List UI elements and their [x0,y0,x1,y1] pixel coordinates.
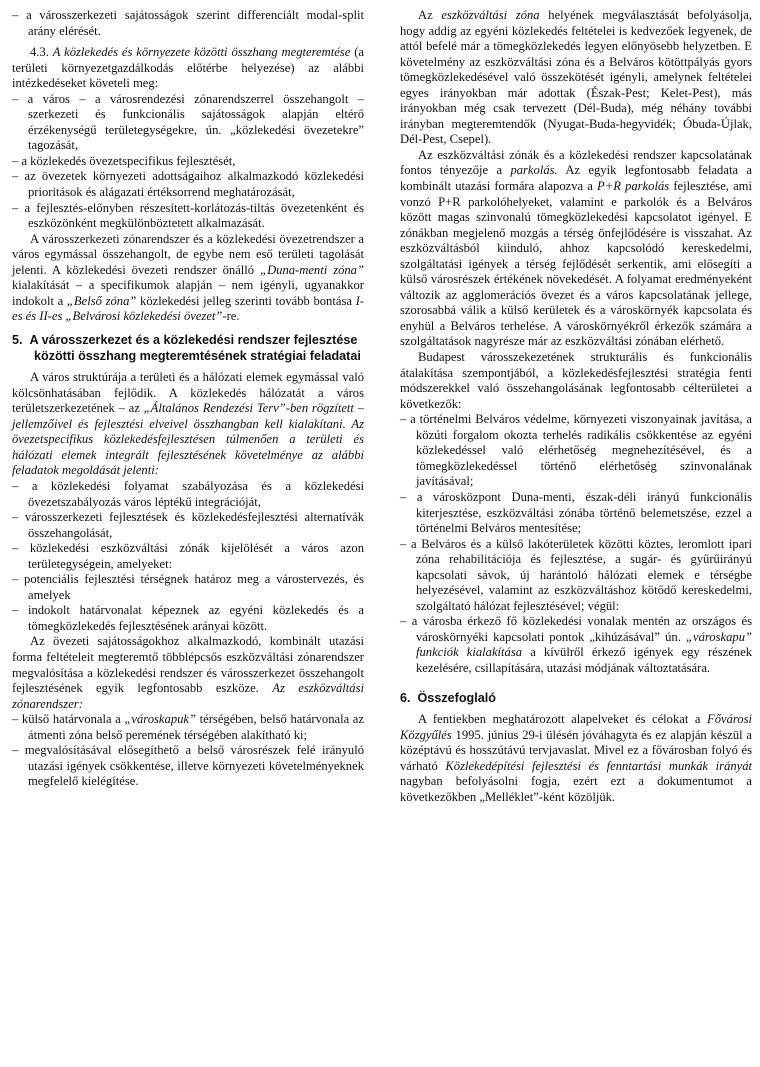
left-column [12,8,364,790]
list-item: – a városszerkezeti sajátosságok szerint differenciált modal-split arány elérését. [12,8,364,38]
section-5-heading [12,333,364,364]
paragraph: A fentiekben meghatározott alapelveket és célokat a Fővárosi Közgyűlés 1995. június 29-i ülésén jóváhagyta és ez alapján készül a középtávú és hosszútávú tervjavaslat. Mivel ez a fővárosban folyó és várható Közlekedépítési fejlesztési és fenntartási munkák irányát nagyban befolyásolni fogja, ezért ezt a dokumentumot a következőkben „Melléklet”-ként közöljük. [400,712,753,804]
section-4-3-paragraph: 4.3. A közlekedés és környezete közötti összhang megteremtése (a területi környezetgazdálkodás előtérbe helyezése) az alábbi intézkedéseket követeli meg: [12,45,364,91]
list-item: – a történelmi Belváros védelme, környezeti viszonyainak javítása, a közúti forgalom okozta terhelés radikális csökkentése az egyéni közlekedéssel való elérhetőség megnehezítésével, és a tömegközlekedéssel történő elérhetőség szinvonalának javításával; [400,412,752,489]
section-title: Összefoglaló [417,690,496,705]
section-number: 5. [12,332,23,347]
right-column [400,8,752,805]
paragraph: A város struktúrája a területi és a hálózati elemek egymással való kölcsönhatásában fejlődik. A közlekedés hálózatát a város területszerkezetének – az „Általános Rendezési Terv”-ben rögzített – jellemzőivel és fejlesztési elveivel összhangban kell kialakítani. Az övezetspecifikus közlekedésfejlesztésen túlmenően a területi és hálózati elemek integrált fejlesztésének követelménye az alábbi feladatok megoldását jelenti: [12,370,364,478]
list-item: – a város – a városrendezési zónarendszerrel összehangolt – szerkezeti és funkcionális sajátosságok alapján eltérő érzékenységű területegységekre, ún. „közlekedési övezetekre” tagozását, [12,91,364,153]
paragraph: Az eszközváltási zónák és a közlekedési rendszer kapcsolatának fontos tényezője a parkolás. Az egyik legfontosabb feladata a kombinált utazási formára alapozva a P+R parkolás fejlesztése, ami vonzó P+R parkolóhelyeket, valamint e parkolók és a Belváros között magas szinvonalú tömegközlekedési kapcsolatot igényel. E zónákban megjelenő mozgás a térség önfejlődésére is visszahat. Az eszközváltásból kiinduló, ahhoz kapcsolódó kereskedelmi, szolgáltatási igények a térség fejlődését serkentik, ami elősegíti a külső városrészek értékének növekedését. A folyamat eredményeként változik az agglomerációs övezet és a város kapcsolatának jellege, szorosabbá válik a külső kerületek és a városkörnyék kapcsolata és enyhül a Belváros terhelése. A városkörnyékről érkezők számára a szolgáltatások nagyrésze már az eszközváltási zónában elérhető. [400,147,752,349]
list-item: – közlekedési eszközváltási zónák kijelölését a város azon területegységein, amelyeket: [12,541,364,571]
list-item: – a közlekedés övezetspecifikus fejlesztését, [12,153,236,168]
section-6-heading [400,691,752,707]
list-item: – a városba érkező fő közlekedési vonalak mentén az országos és városkörnyéki kapcsolati pontok „kihúzásával” ún. „városkapu” funkciók kialakítása a kívülről érkező igények egy részének kezelésére, csillapítására, utazási módjának változtatására. [400,614,752,675]
list-item: – a fejlesztés-előnyben részesített-korlátozás-tiltás övezetenként és eszközönként megkülönböztetett alkalmazását. [12,200,364,231]
list-item: – potenciális fejlesztési térségnek határoz meg a várostervezés, és amelyek [12,572,364,602]
list-item: – megvalósításával elősegíthető a belső városrészek felé irányuló utazási igények csökkentése, illetve környezeti követelményeknek megfelelő kielégítése. [12,743,364,789]
list-item: – külső határvonala a „városkapuk” térségében, belső határvonala az átmenti zóna belső peremének térségében alakítható ki; [12,712,364,742]
list-item: – a közlekedési folyamat szabályozása és a közlekedési övezetszabályozás város léptékű integrációját, [12,478,364,509]
section-title: A közlekedés és környezete közötti összhang megteremtése [52,45,351,60]
section-number: 4.3. [30,45,49,60]
list-item: – a Belváros és a külső lakóterületek közötti köztes, leromlott ipari zóna rehabilitációja és fejlesztése, a sugár- és gyűrűirányú kapcsolati sávok, új harántoló hálózati elemek e térségbe helyezésével, valamint az eszközváltáshoz kötődő kereskedelmi, szolgáltató hálózat fejlesztésével; végül: [400,536,752,613]
list-item: – indokolt határvonalat képeznek az egyéni közlekedés és a tömegközlekedés fejlesztésének arányai között. [12,603,364,633]
paragraph: Budapest városszekezetének strukturális és funkcionális átalakítása szempontjából, a közlekedésfejlesztési stratégia fenti módszerekkel való összehangolásának legfontosabb célterületei a következők: [400,350,752,411]
section-title: A városszerkezet és a közlekedési rendszer fejlesztése közötti összhang megteremtésének stratégiai feladatai [29,332,361,363]
paragraph: A városszerkezeti zónarendszer és a közlekedési övezetrendszer a város egymással összehangolt, de egybe nem eső területi tagolását jelenti. A közlekedési övezeti rendszer önálló „Duna-menti zóna” kialakítását – a specifikumok alapján – nem igényli, ugyanakkor indokolt a „Belső zóna” közlekedési jelleg szerinti tovább bontása I-es és II-es „Belvárosi közlekedési övezet”-re. [12,231,364,324]
list-item: – a városközpont Duna-menti, észak-déli irányú funkcionális kiterjesztése, eszközváltási zónába történő belemetszése, ezzel a történelmi Belváros mentesítése; [400,489,752,536]
list-item: – az övezetek környezeti adottságaihoz alkalmazkodó közlekedési prioritások és alágazati értéksorrend meghatározását, [12,169,364,200]
paragraph: Az eszközváltási zóna helyének megválasztását befolyásolja, hogy addig az egyéni közlekedés feltételei is kedvezőek legyenek, de attól befelé már a tömegközlekedés legyen előnyösebb helyzetben. E követelmény az eszközváltási zóna és a Belváros kötöttpályás gyors tömegközlekedésével való összekötését igényli, amelynek feltételei egyes irányokban már adottak (Észak-Pest; Kelet-Pest), más irányokban még csak tervezett (Dél-Buda), még néhány további irányban megteremtendők (Nyugat-Buda-hegyvidék; Óbuda-Újlak, Dél-Pest, Csepel). [400,8,752,147]
paragraph: Az övezeti sajátosságokhoz alkalmazkodó, kombinált utazási forma feltételeit megteremtő többlépcsős eszközváltási zónarendszer megvalósítása a közlekedési rendszer és városszerkezet összehangolt fejlesztésének egyik legfontosabb eszköze. Az eszközváltási zónarendszer: [12,634,364,711]
section-number: 6. [400,690,411,705]
list-item: – városszerkezeti fejlesztések és közlekedésfejlesztési alternatívák összehangolását, [12,510,364,540]
